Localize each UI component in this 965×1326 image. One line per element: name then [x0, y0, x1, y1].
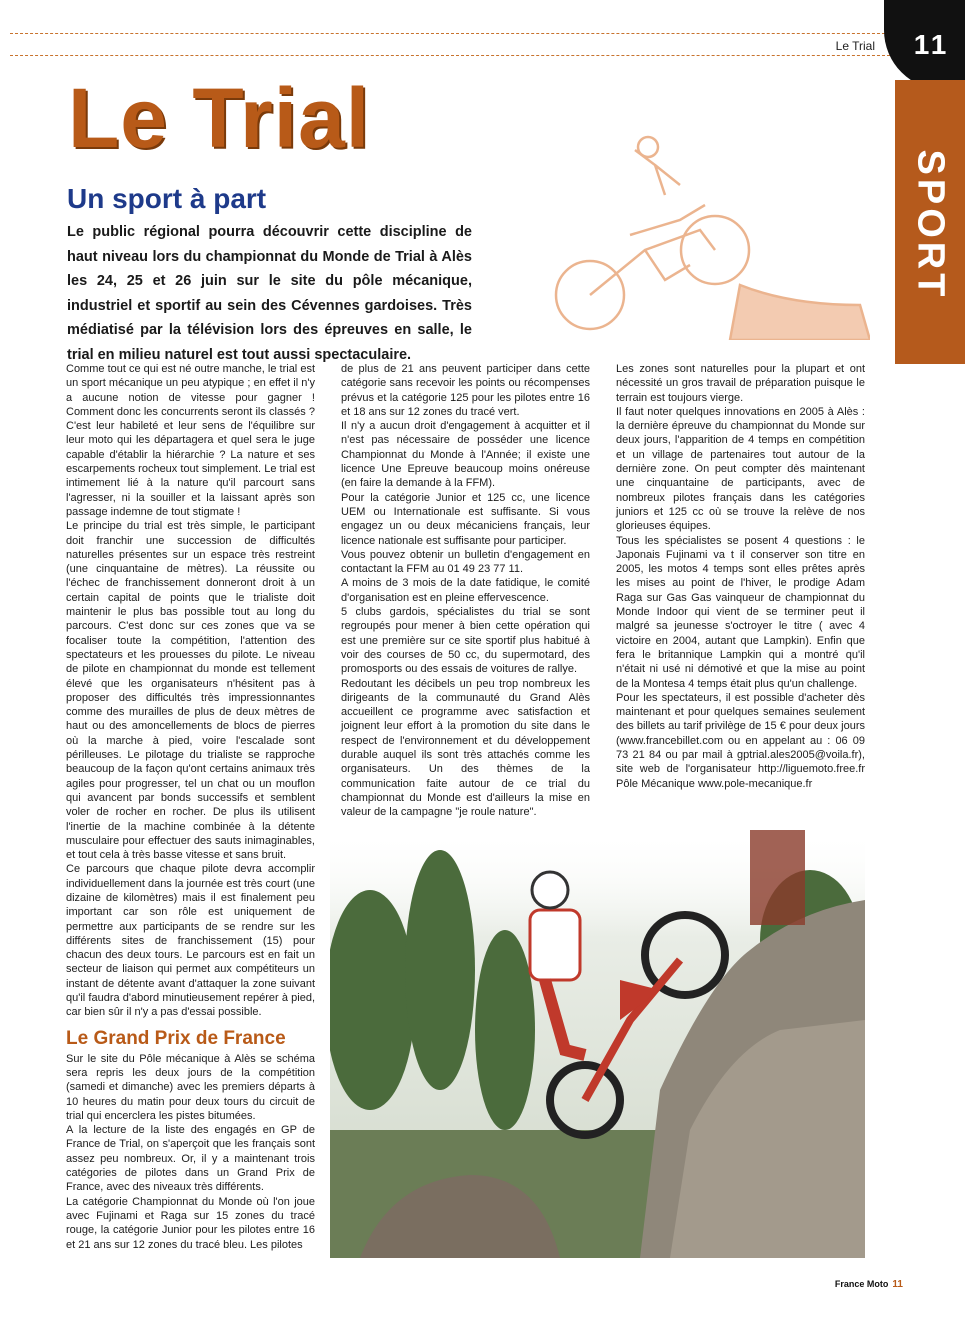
- paragraph: de plus de 21 ans peuvent participer dans cette catégorie sans recevoir les points ou récompenses prévus et la catégorie 125 pour les pilotes entre 16 et 18 ans sur 12 zones du tracé vert.: [341, 363, 590, 418]
- paragraph: Pour les spectateurs, il est possible d'acheter dès maintenant et pour quelques semaines seulement des billets au tarif privilège de 15 € pour deux jours (www.francebillet.com ou en appelant au : 06 09 73 21 84 ou par mail à gptrial.ales2005@voila.fr), site web de l'organisateur http://liguemoto.free.fr Pôle Mécanique www.pole-mecanique.fr: [616, 691, 865, 790]
- paragraph: Redoutant les décibels un peu trop nombreux les dirigeants de la communauté du Grand Alès accueillent ce programme avec satisfaction et joignent leur effort à la promotion du site dans le respect de l'environnement et du développement durable auquel ils sont très attachés comme les organisateurs. Un des thèmes de la communication faite autour de ce trial du championnat du Monde est d'ailleurs la mise en valeur de la campagne "je roule nature".: [341, 677, 590, 819]
- article-column-3: [616, 362, 865, 791]
- section-heading: Le Grand Prix de France: [66, 1027, 286, 1049]
- running-header: Le Trial: [835, 39, 875, 53]
- paragraph: A la lecture de la liste des engagés en GP de France de Trial, on s'aperçoit que les français sont assez peu nombreux. Or, il y a maintenant trois catégories de pilotes dans un Grand Prix de France, avec des niveaux très différents.: [66, 1124, 315, 1194]
- article-subtitle: Un sport à part: [67, 183, 267, 214]
- paragraph: Ce parcours que chaque pilote devra accomplir individuellement dans la journée est très court (une dizaine de kilomètres) mais il est finalement peu important car son rôle est uniquement de permettre aux participants de se rendre sur les différents sites de franchissement (15) pour chacun des deux tours. Le parcours est en fait un secteur de liaison qui permet aux compétiteurs un instant de détente avant d'attaquer la zone suivant qu'il faudra d'abord minutieusement repérer à pied, car bien sûr il n'y a pas d'essai possible.: [66, 863, 315, 1019]
- article-title: Le Trial: [68, 71, 371, 165]
- top-divider-2: [10, 55, 890, 56]
- paragraph: Pour la catégorie Junior et 125 cc, une licence UEM ou Internationale est suffisante. Si vous engagez un ou deux mécaniciens français, leur licence nationale est suffisante pour participer.: [341, 491, 590, 547]
- magazine-name: France Moto: [834, 1279, 889, 1289]
- paragraph: Comme tout ce qui est né outre manche, le trial est un sport mécanique un peu atypique ; en effet il n'y a aucune notion de vitesse pour gagner ! Comment donc les concurrents seront ils classés ? C'est leur habileté et leur sens de l'équilibre sur leur moto qui les départagera et quel sera le juge capable d'établir la hiérarchie ? La nature et ses escarpements rocheux tout simplement. Le trial est intimement lié à la nature qu'il parcourt sans l'agresser, ni la souiller et la laissant après son passage indemne de tout stigmate !: [66, 363, 315, 518]
- paragraph: A moins de 3 mois de la date fatidique, le comité d'organisation est en pleine effervescence.: [341, 577, 590, 604]
- top-divider-1: [10, 33, 890, 34]
- paragraph: Tous les spécialistes se posent 4 questions : le Japonais Fujinami va t il conserver son titre en 2005, les motos 4 temps sont elles prêtes après les mises au point de l'hiver, le prodige Adam Raga sur Gas Gas vainqueur de championnat du Monde Indoor qui vient de se terminer peut il malgré sa jeunesse s'octroyer le titre ( avec 4 victoire en 2004, autant que Lampkin). Enfin que fera le britannique Lampkin qui a montré qu'il n'était ni usé ni démotivé et que la mise au point de la Montesa 4 temps était plus qu'un challenge.: [616, 534, 865, 690]
- paragraph: Il faut noter quelques innovations en 2005 à Alès : la dernière épreuve du championnat du Monde sur deux jours, l'apparition de 4 temps en compétition et un village de partenaires tout autour de la dernière zone. On peut compter dès maintenant une cinquantaine de participants, avec de nombreux pilotes français dans les catégories juniors et 125 cc où se trouve la relève de nos glorieuses équipes.: [616, 405, 865, 533]
- page-footer: [835, 1279, 903, 1290]
- paragraph: Les zones sont naturelles pour la plupart et ont nécessité un gros travail de préparation puisque le terrain est toujours vierge.: [616, 363, 865, 404]
- article-lead: Le public régional pourra découvrir cette discipline de haut niveau lors du championnat du Monde de Trial à Alès les 24, 25 et 26 juin sur le site du pôle mécanique, industriel et sportif au sein des Cévennes gardoises. Très médiatisé par la télévision lors des épreuves en salle, le trial en milieu naturel est tout aussi spectaculaire.: [67, 224, 472, 363]
- paragraph: Sur le site du Pôle mécanique à Alès se schéma sera repris les deux jours de la compétition (samedi et dimanche) avec les premiers départs à 10 heures du matin pour deux tours du circuit de trial qui encerclera les pistes bitumées.: [66, 1052, 315, 1122]
- trial-rider-sketch: [540, 135, 870, 340]
- paragraph: La catégorie Championnat du Monde où l'on joue avec Fujinami et Raga sur 15 zones du tracé rouge, la catégorie Junior pour les pilotes entre 16 et 21 ans sur 12 zones du tracé bleu. Les pilotes: [66, 1195, 315, 1251]
- paragraph: Le principe du trial est très simple, le participant doit franchir une succession de difficultés naturelles présentes sur un espace très restreint (une cinquantaine de mètres). La réussite ou l'échec de franchissement donneront droit à un certain capital de points que le trialiste doit maintenir le plus bas possible tout au long du parcours. C'est donc sur ces zones que va se focaliser toute la compétition, l'attention des spectateurs et les prouesses du pilote. Le niveau de pilote en championnat du monde est tellement élevé que les organisateurs n'hésitent pas à proposer des difficultés très impressionnantes comme des murailles de plus de deux mètres de haut ou des amoncellements de blocs de pierres où la marche à pied, voire l'escalade sont périlleuses. Le pilotage du trialiste se rapproche beaucoup de la façon qu'ont certains animaux très agiles pour progresser, tel un chat ou un mouflon qui avancent par bonds successifs et semblent voler de rocher en rocher. De plus ils utilisent l'inertie de la machine combinée à la détente musculaire pour effectuer des sauts inimaginables, et tout cela à très basse vitesse et sans bruit.: [66, 520, 315, 862]
- footer-page-number: 11: [892, 1279, 903, 1290]
- category-tab-label: SPORT: [909, 149, 952, 301]
- trial-rider-photo: [330, 830, 865, 1258]
- article-column-2: [341, 362, 590, 820]
- paragraph: 5 clubs gardois, spécialistes du trial se sont regroupés pour mener à bien cette opération qui est une première sur ce site sportif plus habitué à voir des courses de 50 cc, du supermotard, des promosports ou des essais de voitures de rallye.: [341, 606, 590, 676]
- paragraph: Vous pouvez obtenir un bulletin d'engagement en contactant la FFM au 01 49 23 77 11.: [341, 548, 590, 576]
- article-column-1: [66, 362, 315, 1252]
- page-number-badge: 11: [884, 0, 965, 90]
- paragraph: Il n'y a aucun droit d'engagement à acquitter et il n'est pas nécessaire de posséder une licence Championnat du Monde à l'Année; il existe une licence Une Epreuve beaucoup moins onéreuse (en faire la demande à la FFM).: [341, 420, 590, 490]
